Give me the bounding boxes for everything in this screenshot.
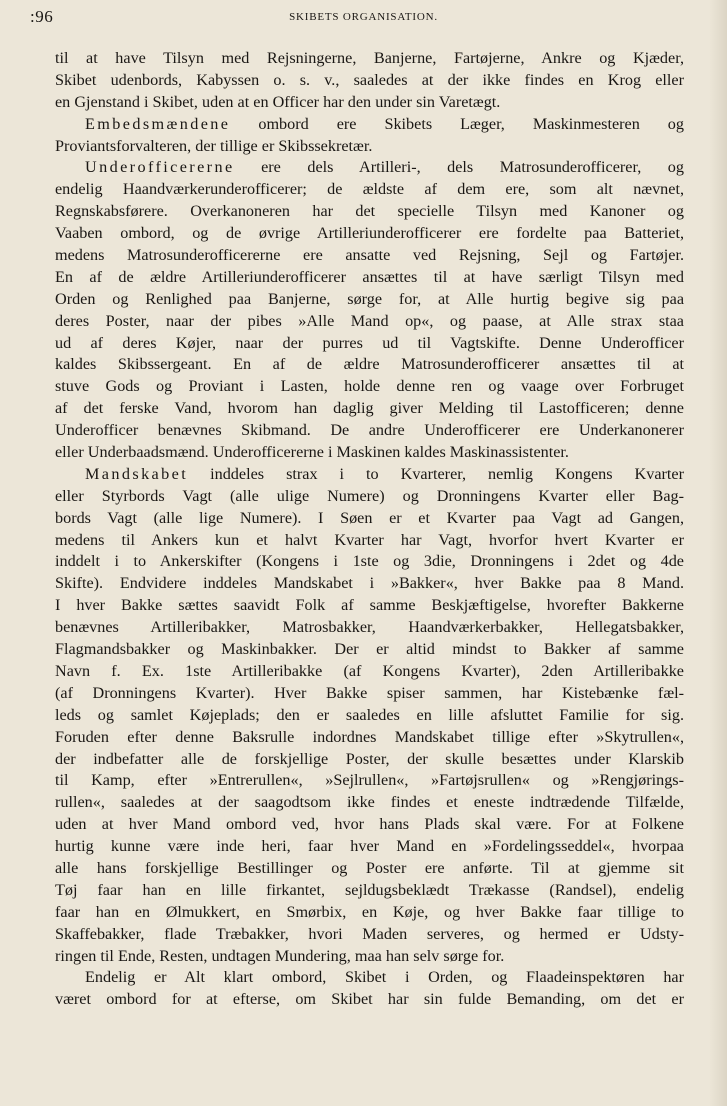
text-run: ombord ere Skibets Læger, Maskinmesteren og bbox=[230, 114, 684, 133]
text-line: Vaaben ombord, og de øvrige Artilleriunderofficerer ere fordelte paa Batteriet, bbox=[55, 224, 684, 243]
text-line: Skibet udenbords, Kabyssen o. s. v., saaledes at der ikke findes en Krog eller bbox=[55, 70, 684, 89]
text-line: af det ferske Vand, hvorom han daglig giver Melding til Lastofficeren; denne bbox=[55, 399, 684, 418]
text-line: alle hans forskjellige Bestillinger og Poster ere anførte. Til at gjemme sit bbox=[55, 858, 684, 877]
text-line: medens Matrosunderofficererne ere ansatte ved Rejsning, Sejl og Fartøjer. bbox=[55, 246, 684, 265]
text-line: benævnes Artilleribakker, Matrosbakker, Haandværkerbakker, Hellegatsbakker, bbox=[55, 618, 684, 637]
text-run: ere dels Artilleri-, dels Matrosunderofficerer, og bbox=[234, 158, 684, 177]
spaced-term: Embedsmændene bbox=[85, 114, 231, 133]
text-line: eller Styrbords Vagt (alle ulige Numere) og Dronningens Kvarter eller Bag- bbox=[55, 486, 684, 505]
text-line: stuve Gods og Proviant i Lasten, holde denne ren og vaage over Forbruget bbox=[55, 377, 684, 396]
text-line: været ombord for at efterse, om Skibet har sin fulde Bemanding, om det er bbox=[55, 990, 684, 1009]
text-line: en Gjenstand i Skibet, uden at en Officer har den under sin Varetægt. bbox=[55, 92, 501, 111]
text-line: Skaffebakker, flade Træbakker, hvori Maden serveres, og hermed er Udsty- bbox=[55, 924, 684, 943]
text-line: En af de ældre Artilleriunderofficerer ansættes til at have særligt Tilsyn med bbox=[55, 267, 684, 286]
spaced-term: Mandskabet bbox=[85, 464, 189, 483]
page-edge-shadow bbox=[709, 0, 727, 1106]
text-line: endelig Haandværkerunderofficerer; de ældste af dem ere, som alt nævnet, bbox=[55, 180, 684, 199]
text-line: til at have Tilsyn med Rejsningerne, Banjerne, Fartøjerne, Ankre og Kjæder, bbox=[55, 49, 684, 67]
text-line: Tøj faar han en lille firkantet, sejldugsbeklædt Trækasse (Randsel), endelig bbox=[55, 880, 684, 899]
text-line bbox=[55, 114, 684, 136]
body-text bbox=[55, 48, 684, 1011]
text-line: I hver Bakke sættes saavidt Folk af samme Beskjæftigelse, hvorefter Bakkerne bbox=[55, 596, 684, 615]
text-run: inddeles strax i to Kvarterer, nemlig Kongens Kvarter bbox=[188, 464, 684, 483]
page-number: :96 bbox=[30, 7, 54, 26]
text-line: Foruden efter denne Baksrulle indordnes Mandskabet tillige efter »Skytrullen«, bbox=[55, 727, 684, 746]
text-line: bords Vagt (alle lige Numere). I Søen er et Kvarter paa Vagt ad Gangen, bbox=[55, 508, 684, 527]
text-line: Proviantsforvalteren, der tillige er Skibssekretær. bbox=[55, 136, 373, 155]
spaced-term: Underofficererne bbox=[85, 158, 235, 177]
text-line: til Kamp, efter »Entrerullen«, »Sejlrullen«, »Fartøjsrullen« og »Rengjørings- bbox=[55, 771, 684, 790]
text-line: rullen«, saaledes at der saagodtsom ikke findes et eneste indtrædende Tilfælde, bbox=[55, 793, 684, 812]
text-line: eller Underbaadsmænd. Underofficererne i Maskinen kaldes Maskinassistenter. bbox=[55, 443, 569, 462]
text-line bbox=[55, 157, 684, 179]
text-line: Orden og Renlighed paa Banjerne, sørge for, at Alle hurtig begive sig paa bbox=[55, 289, 684, 308]
text-line bbox=[55, 464, 684, 486]
text-line: Regnskabsførere. Overkanoneren har det specielle Tilsyn med Kanoner og bbox=[55, 202, 684, 221]
running-head: SKIBETS ORGANISATION. bbox=[289, 11, 438, 23]
text-line: uden at hver Mand ombord ved, hvor hans Plads skal være. For at Folkene bbox=[55, 815, 684, 834]
text-line: Navn f. Ex. 1ste Artilleribakke (af Kongens Kvarter), 2den Artilleribakke bbox=[55, 661, 684, 680]
text-line: Flagmandsbakker og Maskinbakker. Der er altid mindst to Bakker af samme bbox=[55, 640, 684, 659]
text-line: kaldes Skibssergeant. En af de ældre Matrosunderofficerer ansættes til at bbox=[55, 355, 684, 374]
text-line: deres Poster, naar der pibes »Alle Mand op«, og paase, at Alle strax staa bbox=[55, 311, 684, 330]
text-line: ringen til Ende, Resten, undtagen Mundering, maa han selv sørge for. bbox=[55, 946, 505, 965]
text-line: ud af deres Køjer, naar der purres ud til Vagtskifte. Denne Underofficer bbox=[55, 333, 684, 352]
text-line: inddelt i to Ankerskifter (Kongens i 1ste og 3die, Dronningens i 2det og 4de bbox=[55, 552, 684, 571]
text-line: Endelig er Alt klart ombord, Skibet i Orden, og Flaadeinspektøren har bbox=[85, 968, 684, 987]
text-line: (af Dronningens Kvarter). Hver Bakke spiser sammen, har Kistebænke fæl- bbox=[55, 683, 684, 702]
text-line: faar han en Ølmukkert, en Smørbix, en Køje, og hver Bakke faar tillige to bbox=[55, 902, 684, 921]
text-line: leds og samlet Køjeplads; den er saaledes en lille afsluttet Familie for sig. bbox=[55, 705, 684, 724]
text-line: Underofficer benævnes Skibmand. De andre Underofficerer ere Underkanonerer bbox=[55, 421, 684, 440]
text-line: medens til Ankers kun et halvt Kvarter har Vagt, hvorfor hvert Kvarter er bbox=[55, 530, 684, 549]
text-line: der indbefatter alle de forskjellige Poster, der skulle besættes under Klarskib bbox=[55, 749, 684, 768]
text-line: Skifte). Endvidere inddeles Mandskabet i »Bakker«, hver Bakke paa 8 Mand. bbox=[55, 574, 684, 593]
text-line: hurtig kunne være inde heri, faar hver Mand en »Fordelingsseddel«, hvorpaa bbox=[55, 837, 684, 856]
